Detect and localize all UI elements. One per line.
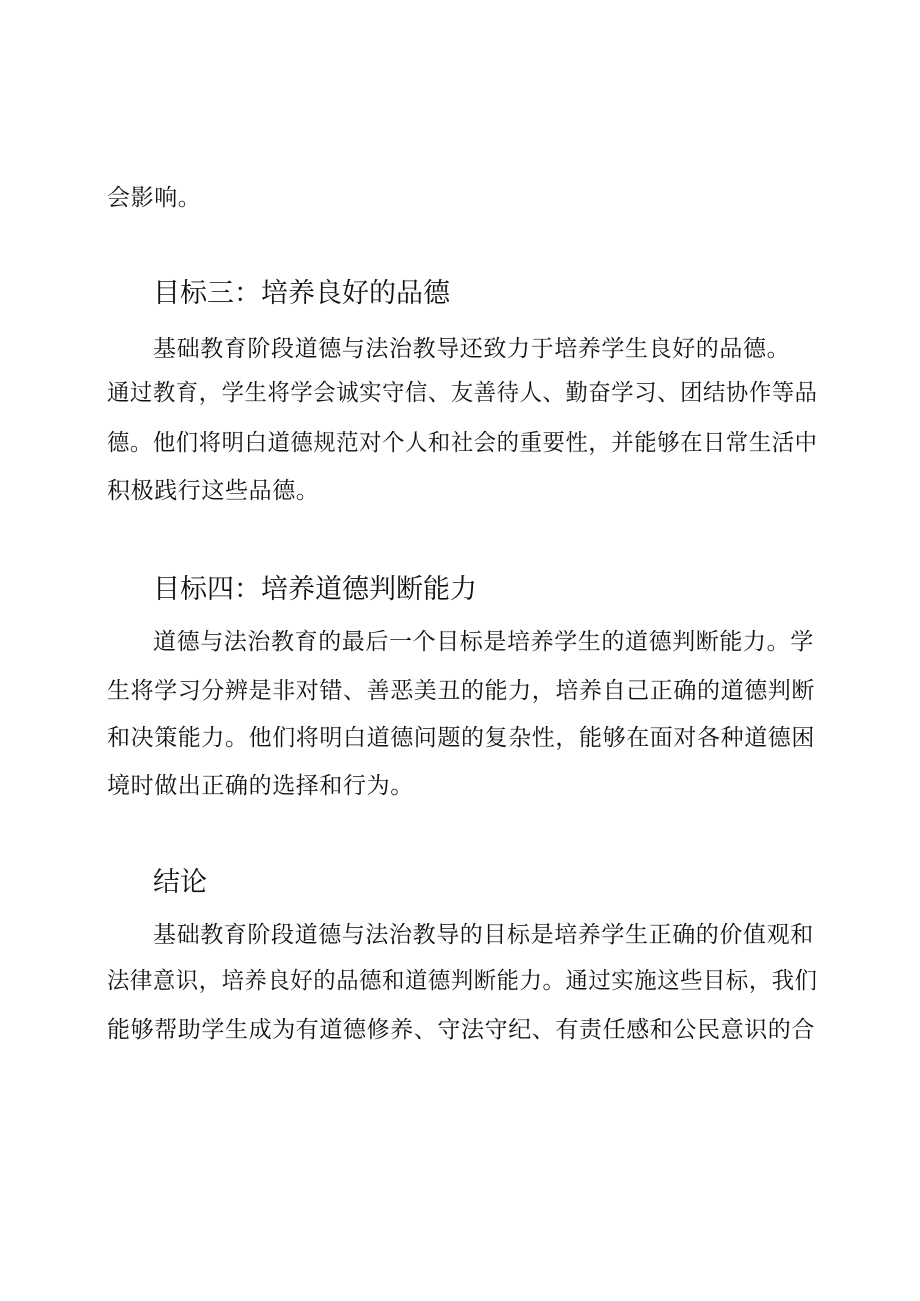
paragraph-line: 道德与法治教育的最后一个目标是培养学生的道德判断能力。学 bbox=[153, 629, 814, 655]
paragraph-line: 和决策能力。他们将明白道德问题的复杂性，能够在面对各种道德困 bbox=[107, 725, 815, 751]
paragraph-line: 德。他们将明白道德规范对个人和社会的重要性，并能够在日常生活中 bbox=[107, 430, 818, 456]
paragraph-line: 能够帮助学生成为有道德修养、守法守纪、有责任感和公民意识的合 bbox=[107, 1017, 815, 1043]
continuation-text: 会影响。 bbox=[107, 185, 202, 211]
paragraph-line: 积极践行这些品德。 bbox=[107, 478, 320, 504]
section-heading-goal-three: 目标三：培养良好的品德 bbox=[153, 278, 450, 309]
paragraph-line: 基础教育阶段道德与法治教导的目标是培养学生正确的价值观和 bbox=[153, 922, 814, 948]
paragraph-line: 境时做出正确的选择和行为。 bbox=[107, 773, 414, 799]
section-heading-conclusion: 结论 bbox=[153, 867, 207, 898]
paragraph-line: 生将学习分辨是非对错、善恶美丑的能力，培养自己正确的道德判断 bbox=[107, 678, 815, 704]
paragraph-line: 通过教育，学生将学会诚实守信、友善待人、勤奋学习、团结协作等品 bbox=[107, 380, 818, 406]
section-heading-goal-four: 目标四：培养道德判断能力 bbox=[153, 574, 477, 605]
paragraph-line: 基础教育阶段道德与法治教导还致力于培养学生良好的品德。 bbox=[153, 336, 791, 362]
paragraph-line: 法律意识，培养良好的品德和道德判断能力。通过实施这些目标，我们 bbox=[107, 968, 818, 994]
